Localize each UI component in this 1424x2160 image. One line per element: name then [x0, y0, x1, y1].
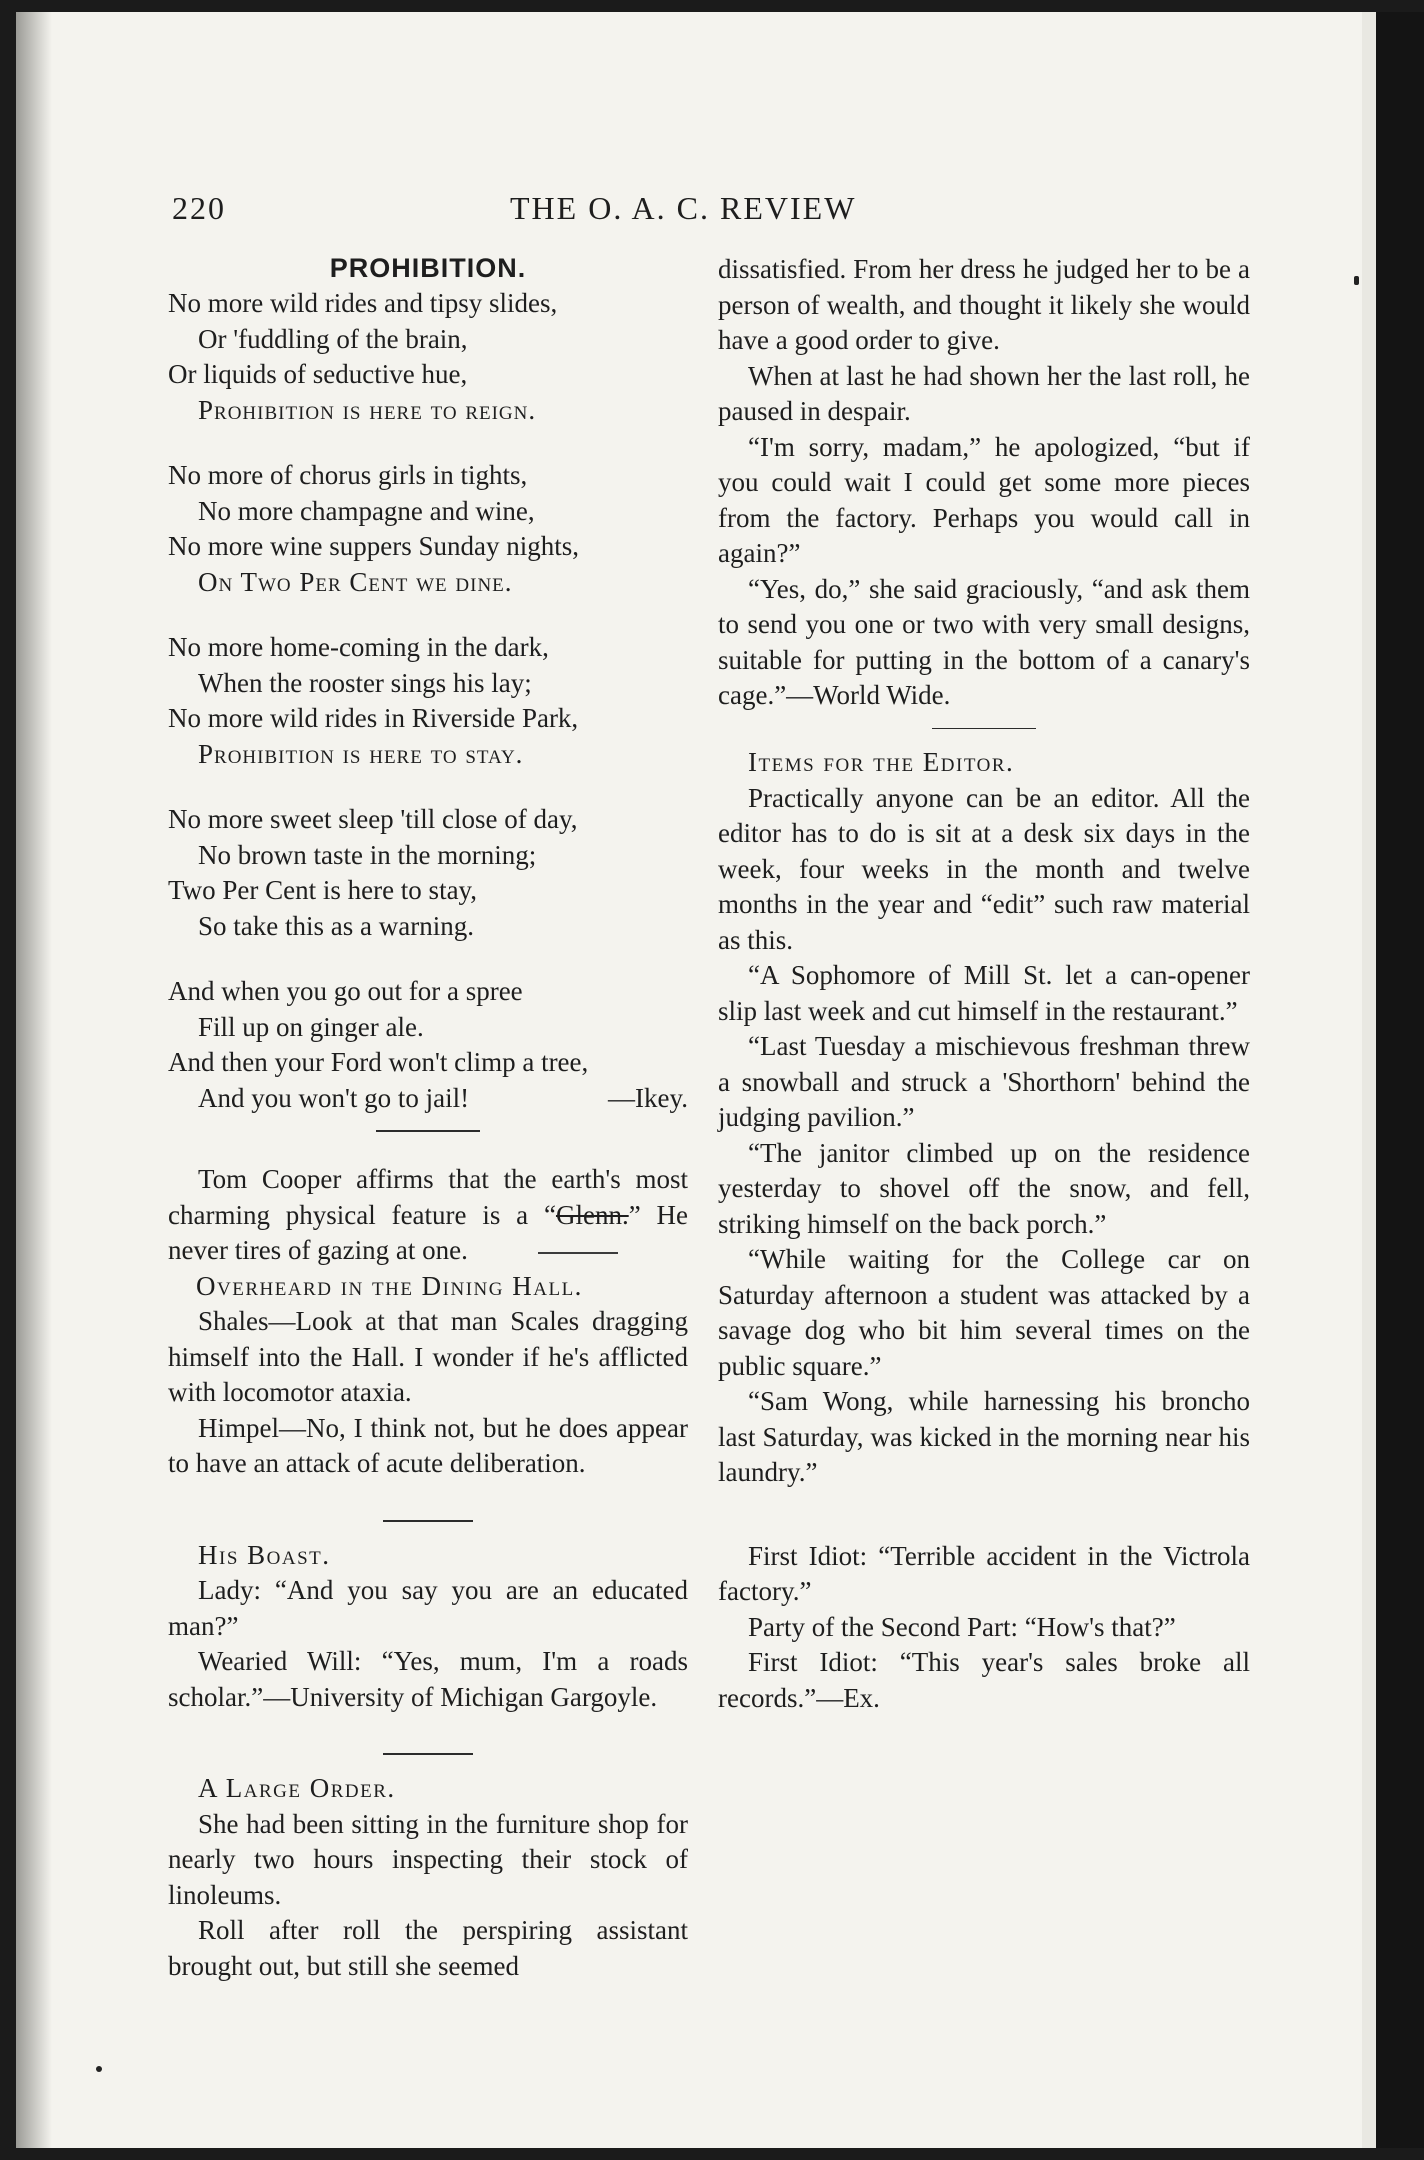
paragraph: “A Sophomore of Mill St. let a can-opener slip last week and cut himself in the restaurant.” — [718, 960, 1250, 1026]
poem-line: Prohibition is here to stay. — [198, 738, 524, 769]
paragraph: Roll after roll the perspiring assistant brought out, but still she seemed — [168, 1915, 688, 1981]
section-divider — [376, 1130, 480, 1132]
heading-items-for-editor: Items for the Editor. — [748, 747, 1015, 777]
poem-line: No more wild rides in Riverside Park, — [168, 703, 579, 733]
left-column — [168, 252, 688, 1984]
paragraph: She had been sitting in the furniture shop for nearly two hours inspecting their stock of linoleums. — [168, 1808, 688, 1910]
paragraph: “While waiting for the College car on Saturday afternoon a student was attacked by a savage dog who bit him several times on the public square.” — [718, 1244, 1250, 1381]
heading-dining-hall: Overheard in the Dining Hall. — [196, 1270, 583, 1301]
paragraph: Lady: “And you say you are an educated man?” — [168, 1575, 688, 1641]
paragraph: First Idiot: “This year's sales broke all records.”—Ex. — [718, 1647, 1250, 1713]
heading-his-boast: His Boast. — [198, 1539, 331, 1570]
poem-line: Fill up on ginger ale. — [198, 1011, 424, 1042]
scan-border — [1376, 12, 1424, 2148]
poem-line: And when you go out for a spree — [168, 976, 523, 1006]
running-title: THE O. A. C. REVIEW — [510, 190, 857, 226]
section-divider — [383, 1520, 473, 1522]
paragraph: “I'm sorry, madam,” he apologized, “but if you could wait I could get some more pieces from the factory. Perhaps you would call in again?” — [718, 431, 1250, 568]
paragraph: Himpel—No, I think not, but he does appear to have an attack of acute deliberation. — [168, 1412, 688, 1478]
poem-line: Or liquids of seductive hue, — [168, 359, 468, 389]
right-column — [718, 252, 1250, 1716]
poem-line: And then your Ford won't climp a tree, — [168, 1047, 589, 1077]
paragraph: First Idiot: “Terrible accident in the Victrola factory.” — [718, 1540, 1250, 1606]
poem-line: Two Per Cent is here to stay, — [168, 875, 478, 905]
poem-signature: —Ikey. — [608, 1082, 688, 1113]
ink-speck — [1354, 276, 1359, 285]
poem-stanza — [168, 802, 688, 944]
page-number: 220 — [172, 190, 226, 226]
poem-line: No more sweet sleep 'till close of day, — [168, 804, 578, 834]
binding-shadow — [16, 12, 52, 2148]
struck-word: Glenn. — [555, 1199, 629, 1230]
poem-line: No more champagne and wine, — [198, 495, 535, 526]
poem-line: On Two Per Cent we dine. — [198, 566, 513, 597]
poem-line: When the rooster sings his lay; — [198, 667, 532, 698]
poem-line: No brown taste in the morning; — [198, 839, 537, 870]
paragraph: When at last he had shown her the last roll, he paused in despair. — [718, 360, 1250, 426]
section-divider — [932, 728, 1036, 730]
paragraph: Wearied Will: “Yes, mum, I'm a roads scholar.”—University of Michigan Gargoyle. — [168, 1646, 688, 1712]
poem-title: PROHIBITION. — [329, 253, 527, 283]
section-divider — [383, 1753, 473, 1755]
poem-line: No more wine suppers Sunday nights, — [168, 531, 579, 561]
poem-line: Prohibition is here to reign. — [198, 394, 537, 425]
poem-last-line — [168, 1081, 688, 1117]
poem-line: So take this as a warning. — [198, 910, 474, 941]
paragraph: Party of the Second Part: “How's that?” — [748, 1611, 1176, 1642]
poem-stanza — [168, 630, 688, 772]
paragraph: dissatisfied. From her dress he judged her to be a person of wealth, and thought it likely she would have a good order to give. — [718, 254, 1250, 355]
poem-line: Or 'fuddling of the brain, — [198, 323, 468, 354]
poem-stanza — [168, 974, 688, 1116]
paragraph: Shales—Look at that man Scales dragging himself into the Hall. I wonder if he's afflicted with locomotor ataxia. — [168, 1306, 688, 1407]
poem-line: No more wild rides and tipsy slides, — [168, 288, 558, 318]
paragraph: “Sam Wong, while harnessing his broncho last Saturday, was kicked in the morning near his laundry.” — [718, 1386, 1250, 1487]
section-divider — [538, 1252, 618, 1254]
paragraph: “Yes, do,” she said graciously, “and ask them to send you one or two with very small designs, suitable for putting in the bottom of a canary's cage.”—World Wide. — [718, 573, 1250, 710]
poem-line: No more home-coming in the dark, — [168, 632, 549, 662]
ink-speck — [96, 2066, 102, 2072]
paragraph-tom-cooper: Tom Cooper affirms that the earth's most charming physical feature is a “Glenn.” He never tires of gazing at one. — [168, 1164, 688, 1265]
poem-line: And you won't go to jail! — [198, 1082, 470, 1113]
paragraph: “Last Tuesday a mischievous freshman threw a snowball and struck a 'Shorthorn' behind the judging pavilion.” — [718, 1031, 1250, 1132]
heading-large-order: A Large Order. — [198, 1773, 396, 1803]
page-header — [172, 190, 902, 230]
poem-stanza — [168, 286, 688, 428]
paragraph: Practically anyone can be an editor. All the editor has to do is sit at a desk six days in the week, four weeks in the month and twelve months in the year and “edit” such raw material as this. — [718, 782, 1250, 955]
poem-line: No more of chorus girls in tights, — [168, 460, 528, 490]
poem-stanza — [168, 458, 688, 600]
paragraph: “The janitor climbed up on the residence yesterday to shovel off the snow, and fell, striking himself on the back porch.” — [718, 1137, 1250, 1239]
poem-prohibition — [168, 252, 688, 1116]
